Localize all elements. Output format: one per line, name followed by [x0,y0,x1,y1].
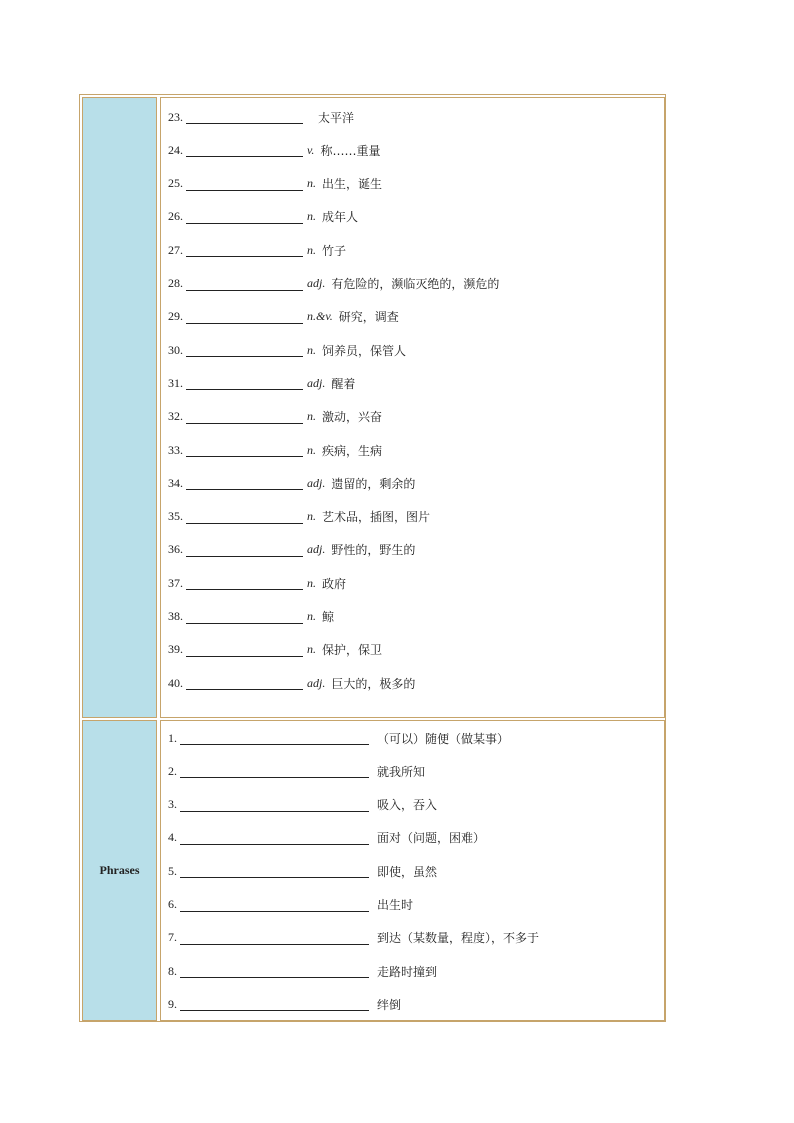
word-row [168,341,406,359]
item-number: 33. [168,442,183,457]
phrase-row [168,896,413,914]
meaning-text: 到达（某数量，程度），不多于 [377,931,540,946]
part-of-speech: n. [307,409,316,424]
item-number: 29. [168,309,183,324]
word-row [168,674,415,692]
answer-blank[interactable] [186,443,303,457]
part-of-speech: n. [307,442,316,457]
meaning-text: 遗留的，剩余的 [331,476,416,491]
part-of-speech: n. [307,575,316,590]
word-row [168,608,334,626]
item-number: 34. [168,475,183,490]
answer-blank[interactable] [186,277,303,291]
answer-blank[interactable] [180,864,369,878]
phrase-row [168,995,401,1013]
meaning-text: 太平洋 [318,110,355,125]
meaning-text: 绊倒 [377,997,402,1012]
item-number: 7. [168,930,177,945]
part-of-speech: adj. [307,542,326,557]
part-of-speech: adj. [307,475,326,490]
part-of-speech: n. [307,242,316,257]
answer-blank[interactable] [186,410,303,424]
answer-blank[interactable] [180,898,369,912]
meaning-text: 政府 [322,576,347,591]
phrases-label-cell [82,720,157,1021]
answer-blank[interactable] [180,964,369,978]
meaning-text: 有危险的，濒临灭绝的，濒危的 [331,277,500,291]
word-row [168,541,415,559]
item-number: 1. [168,730,177,745]
word-row [168,441,382,459]
part-of-speech: n. [307,209,316,224]
word-row [168,508,430,526]
item-number: 32. [168,409,183,424]
answer-blank[interactable] [186,610,303,624]
part-of-speech: v. [307,142,315,157]
answer-blank[interactable] [180,798,369,812]
answer-blank[interactable] [180,931,369,945]
part-of-speech: adj. [307,375,326,390]
part-of-speech: n. [307,509,316,524]
meaning-text: 就我所知 [377,764,426,779]
word-row [168,108,354,126]
item-number: 24. [168,142,183,157]
meaning-text: 称……重量 [320,143,381,158]
answer-blank[interactable] [180,997,369,1011]
item-number: 28. [168,276,183,290]
words-cell [160,97,665,718]
phrase-row [168,829,485,847]
phrase-row [168,762,425,780]
meaning-text: 饲养员，保管人 [322,343,407,358]
meaning-text: 激动，兴奋 [322,410,383,425]
phrase-row [168,796,437,814]
meaning-text: 走路时撞到 [377,964,438,979]
answer-blank[interactable] [186,310,303,324]
item-number: 35. [168,509,183,524]
item-number: 6. [168,897,177,911]
meaning-text: 即使，虽然 [377,864,438,879]
answer-blank[interactable] [186,543,303,557]
item-number: 30. [168,342,183,357]
answer-blank[interactable] [180,831,369,845]
answer-blank[interactable] [186,177,303,191]
meaning-text: 研究，调查 [338,310,399,325]
item-number: 25. [168,176,183,191]
meaning-text: 出生，诞生 [322,177,383,192]
word-row [168,275,499,293]
phrase-row [168,962,437,980]
answer-blank[interactable] [186,676,303,690]
word-row [168,574,346,592]
words-label-cell [82,97,157,718]
answer-blank[interactable] [186,243,303,257]
word-row [168,175,382,193]
answer-blank[interactable] [186,476,303,490]
meaning-text: 保护，保卫 [322,643,383,658]
part-of-speech: adj. [307,276,326,290]
answer-blank[interactable] [186,576,303,590]
phrase-row [168,929,539,947]
meaning-text: 巨大的，极多的 [331,676,416,691]
item-number: 3. [168,797,177,812]
item-number: 27. [168,242,183,257]
answer-blank[interactable] [186,643,303,657]
part-of-speech: n. [307,642,316,657]
word-row [168,374,355,392]
answer-blank[interactable] [180,731,369,745]
phrases-label: Phrases [99,863,140,877]
answer-blank[interactable] [180,764,369,778]
word-row [168,474,415,492]
item-number: 8. [168,963,177,978]
item-number: 5. [168,863,177,878]
answer-blank[interactable] [186,510,303,524]
item-number: 37. [168,575,183,590]
vocabulary-table [79,94,666,1022]
part-of-speech: n. [307,609,316,623]
answer-blank[interactable] [186,376,303,390]
phrase-row [168,729,509,747]
meaning-text: 醒着 [331,376,356,391]
meaning-text: 成年人 [322,210,359,225]
meaning-text: 竹子 [322,243,347,258]
word-row [168,408,382,426]
item-number: 36. [168,542,183,557]
meaning-text: （可以）随便（做某事） [377,731,510,746]
meaning-text: 出生时 [377,898,414,912]
answer-blank[interactable] [186,343,303,357]
word-row [168,141,380,159]
meaning-text: 疾病，生病 [322,443,383,458]
phrases-cell [160,720,665,1021]
item-number: 40. [168,675,183,690]
word-row [168,308,399,326]
word-row [168,241,346,259]
meaning-text: 吸入，吞入 [377,798,438,813]
item-number: 38. [168,609,183,623]
part-of-speech: n. [307,342,316,357]
phrase-row [168,862,437,880]
item-number: 4. [168,830,177,845]
meaning-text: 鲸 [322,610,335,624]
item-number: 9. [168,996,177,1011]
part-of-speech: n.&v. [307,309,333,324]
word-row [168,641,382,659]
item-number: 2. [168,763,177,778]
answer-blank[interactable] [186,210,303,224]
item-number: 31. [168,375,183,390]
answer-blank[interactable] [186,143,303,157]
word-row [168,208,358,226]
item-number: 23. [168,109,183,124]
meaning-text: 面对（问题，困难） [377,831,486,846]
part-of-speech: adj. [307,675,326,690]
part-of-speech: n. [307,176,316,191]
meaning-text: 艺术品，插图，图片 [322,510,431,525]
meaning-text: 野性的，野生的 [331,543,416,558]
item-number: 39. [168,642,183,657]
answer-blank[interactable] [186,110,303,124]
item-number: 26. [168,209,183,224]
